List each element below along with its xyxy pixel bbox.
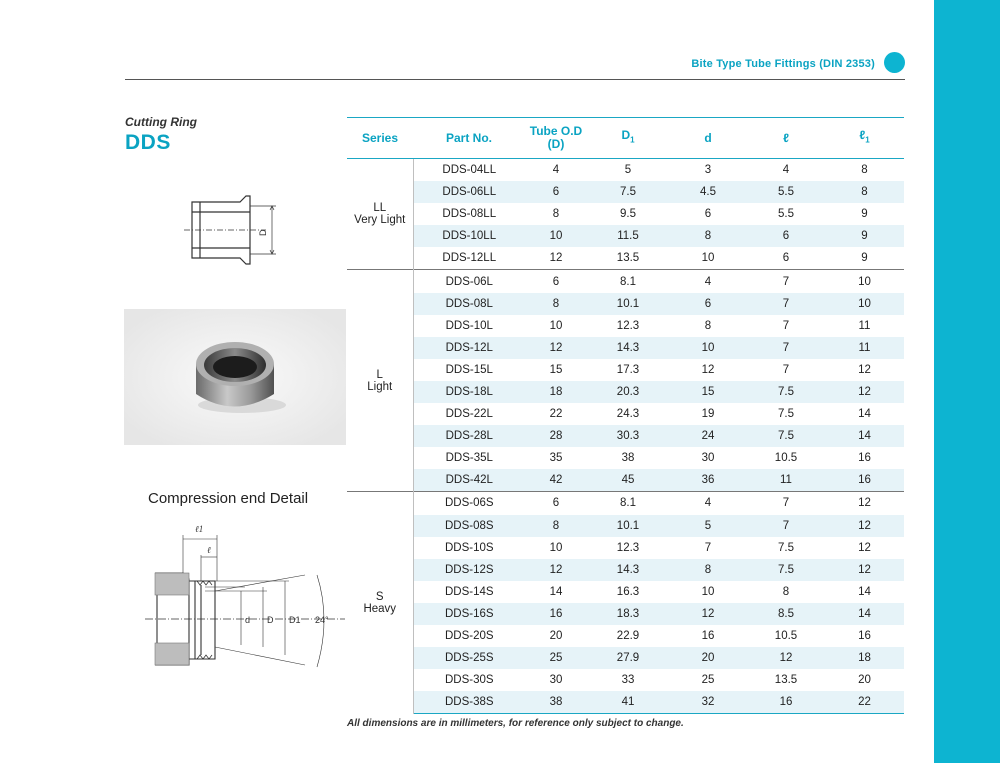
cell-d: 20 <box>669 647 747 669</box>
cell-part-no: DDS-12L <box>413 337 525 359</box>
cell-D1: 11.5 <box>587 225 669 247</box>
series-code: S <box>375 591 384 604</box>
cell-l1: 14 <box>825 603 904 625</box>
cell-l: 5.5 <box>778 208 794 221</box>
cell-d: 6 <box>669 293 747 315</box>
cell-d: 8 <box>704 319 712 332</box>
cell-l1: 18 <box>825 647 904 669</box>
cell-tube-od: 42 <box>525 469 587 492</box>
cell-D1: 8.1 <box>587 492 669 515</box>
col-l1 <box>825 118 904 159</box>
cell-l: 6 <box>782 252 790 265</box>
cell-l1: 14 <box>858 585 871 598</box>
cell-tube-od: 30 <box>549 674 563 687</box>
cell-l1: 16 <box>858 630 871 643</box>
cell-l1: 9 <box>825 225 904 247</box>
cell-part-no: DDS-18L <box>413 381 525 403</box>
cell-l1: 8 <box>861 164 868 177</box>
cell-l: 5.5 <box>747 181 825 203</box>
cell-l1: 14 <box>858 408 871 421</box>
table-row <box>347 225 904 247</box>
table-row <box>347 381 904 403</box>
cell-d: 12 <box>669 603 747 625</box>
cell-part-no: DDS-38S <box>413 691 525 714</box>
cell-part-no: DDS-08L <box>413 293 525 315</box>
cell-tube-od: 12 <box>525 337 587 359</box>
col-tube-od-sub: (D) <box>547 137 565 151</box>
cell-D1: 7.5 <box>587 181 669 203</box>
cell-tube-od: 28 <box>525 425 587 447</box>
cell-l1: 14 <box>825 425 904 447</box>
cell-part-no: DDS-10LL <box>413 225 525 247</box>
compression-end-detail-drawing <box>145 515 345 680</box>
cell-tube-od: 14 <box>549 585 563 598</box>
cell-tube-od: 10 <box>549 541 563 554</box>
cell-tube-od: 35 <box>549 452 563 465</box>
cutting-ring-drawing <box>180 190 290 270</box>
series-code: L <box>376 368 383 381</box>
cell-l: 7.5 <box>778 408 794 421</box>
col-D1 <box>587 118 669 159</box>
cell-tube-od: 4 <box>552 164 560 177</box>
compression-detail-title: Compression end Detail <box>148 490 309 507</box>
cell-l1: 12 <box>858 541 871 554</box>
cell-part-no: DDS-12LL <box>442 252 497 265</box>
cell-l: 11 <box>747 469 825 492</box>
cell-l1: 12 <box>858 363 871 376</box>
dimensions-table <box>347 117 904 714</box>
table-row <box>347 537 904 559</box>
table-row <box>347 603 904 625</box>
cutting-ring-photo <box>124 309 346 445</box>
side-color-band <box>934 0 1000 763</box>
table-row <box>347 270 904 293</box>
cell-d: 5 <box>669 515 747 537</box>
cell-part-no: DDS-35L <box>445 452 493 465</box>
cell-l: 16 <box>747 691 825 714</box>
series-name: Light <box>367 380 393 393</box>
cell-l1: 12 <box>825 381 904 403</box>
cell-tube-od: 10 <box>549 319 563 332</box>
cell-l: 12 <box>747 647 825 669</box>
cell-d: 4 <box>669 492 747 515</box>
cell-part-no: DDS-10L <box>445 319 493 332</box>
cell-d: 8 <box>669 225 747 247</box>
series-cell <box>347 270 413 492</box>
footnote: All dimensions are in millimeters, for reference only subject to change. <box>347 718 684 729</box>
table-row <box>347 203 904 225</box>
table-row <box>347 403 904 425</box>
cell-part-no: DDS-22L <box>445 408 493 421</box>
cell-l1: 9 <box>861 208 868 221</box>
cell-tube-od: 6 <box>525 492 587 515</box>
table-row <box>347 293 904 315</box>
series-name: Very Light <box>354 214 406 227</box>
col-d: d <box>669 118 747 159</box>
cell-d: 10 <box>701 585 715 598</box>
cell-l: 7 <box>747 515 825 537</box>
col-series: Series <box>347 118 413 159</box>
cell-d: 36 <box>669 469 747 492</box>
header-title: Bite Type Tube Fittings (DIN 2353) <box>691 58 875 70</box>
cell-d: 10 <box>669 337 747 359</box>
table-row <box>347 359 904 381</box>
table-row <box>347 469 904 492</box>
cell-D1: 45 <box>587 469 669 492</box>
table-row <box>347 669 904 691</box>
col-D1-sub: 1 <box>630 135 635 145</box>
cell-D1: 12.3 <box>616 319 640 332</box>
cell-tube-od: 8 <box>525 293 587 315</box>
cell-l1: 10 <box>825 270 904 293</box>
col-l: ℓ <box>747 118 825 159</box>
cell-d: 32 <box>669 691 747 714</box>
cell-d: 8 <box>669 559 747 581</box>
col-l1-sub: 1 <box>865 135 870 145</box>
table-body <box>347 159 904 714</box>
cell-l1: 12 <box>825 492 904 515</box>
cell-d: 6 <box>704 208 712 221</box>
cell-D1: 12.3 <box>616 541 640 554</box>
cell-D1: 24.3 <box>616 408 640 421</box>
table-row <box>347 492 904 515</box>
cell-part-no: DDS-04LL <box>442 164 497 177</box>
cell-l: 7 <box>782 363 790 376</box>
cell-l: 7 <box>747 492 825 515</box>
cell-tube-od: 6 <box>525 181 587 203</box>
table-row <box>347 159 904 182</box>
detail-label-D1: D1 <box>289 615 301 625</box>
cell-l1: 8 <box>825 181 904 203</box>
cell-D1: 22.9 <box>616 630 640 643</box>
product-subtitle: Cutting Ring <box>125 115 197 129</box>
cell-l: 7.5 <box>747 381 825 403</box>
detail-label-D: D <box>267 615 274 625</box>
cell-part-no: DDS-10S <box>444 541 494 554</box>
cell-part-no: DDS-30S <box>444 674 494 687</box>
series-name: Heavy <box>363 603 397 616</box>
cell-tube-od: 16 <box>525 603 587 625</box>
table-row <box>347 247 904 270</box>
cell-d: 25 <box>701 674 715 687</box>
cell-part-no: DDS-14S <box>444 585 494 598</box>
cell-d: 3 <box>704 164 712 177</box>
table-row <box>347 315 904 337</box>
cell-D1: 41 <box>587 691 669 714</box>
cell-l: 7 <box>747 270 825 293</box>
cell-D1: 16.3 <box>616 585 640 598</box>
table-row <box>347 515 904 537</box>
cell-l1: 20 <box>858 674 871 687</box>
cell-part-no: DDS-08S <box>413 515 525 537</box>
cell-D1: 10.1 <box>587 515 669 537</box>
header-rule <box>125 79 905 80</box>
cell-d: 16 <box>701 630 715 643</box>
cell-l: 7.5 <box>778 541 794 554</box>
cell-l1: 16 <box>858 452 871 465</box>
product-title: DDS <box>125 131 171 154</box>
cell-l: 4 <box>782 164 790 177</box>
cell-part-no: DDS-12S <box>413 559 525 581</box>
cell-l: 13.5 <box>774 674 798 687</box>
cell-l: 7 <box>747 337 825 359</box>
detail-label-angle: 24° <box>315 615 329 625</box>
cell-part-no: DDS-20S <box>444 630 494 643</box>
series-cell <box>347 492 413 714</box>
header-dot <box>884 52 905 73</box>
table-row <box>347 337 904 359</box>
cell-l1: 11 <box>858 319 871 332</box>
cell-l1: 12 <box>825 515 904 537</box>
table-row <box>347 447 904 469</box>
cell-D1: 33 <box>621 674 635 687</box>
cell-l: 10.5 <box>774 452 798 465</box>
cell-tube-od: 18 <box>525 381 587 403</box>
series-code: LL <box>373 202 387 215</box>
cell-tube-od: 12 <box>549 252 563 265</box>
table-header-row <box>347 118 904 159</box>
table-row <box>347 581 904 603</box>
cell-d: 15 <box>669 381 747 403</box>
cell-D1: 9.5 <box>620 208 636 221</box>
cell-D1: 20.3 <box>587 381 669 403</box>
cell-l: 8 <box>782 585 790 598</box>
cell-D1: 8.1 <box>587 270 669 293</box>
cell-l1: 16 <box>825 469 904 492</box>
cell-part-no: DDS-15L <box>445 363 493 376</box>
table-row <box>347 181 904 203</box>
cell-l: 7 <box>782 319 790 332</box>
cell-part-no: DDS-06L <box>413 270 525 293</box>
col-tube-od-label: Tube O.D <box>529 124 583 138</box>
cell-l: 8.5 <box>747 603 825 625</box>
series-cell <box>347 159 413 270</box>
cell-d: 30 <box>701 452 715 465</box>
cell-l1: 11 <box>825 337 904 359</box>
cell-tube-od: 15 <box>549 363 563 376</box>
cell-l: 7.5 <box>747 559 825 581</box>
table-row <box>347 691 904 714</box>
cell-D1: 30.3 <box>587 425 669 447</box>
cell-d: 12 <box>701 363 715 376</box>
top-drawing-dim-label: D <box>258 229 268 236</box>
detail-label-l1: ℓ1 <box>195 524 204 534</box>
cell-D1: 14.3 <box>587 337 669 359</box>
cell-l: 7 <box>747 293 825 315</box>
col-D1-label: D <box>621 128 631 143</box>
table-row <box>347 625 904 647</box>
cell-part-no: DDS-28L <box>413 425 525 447</box>
cell-D1: 17.3 <box>616 363 640 376</box>
cell-l1: 22 <box>825 691 904 714</box>
table-row <box>347 647 904 669</box>
cell-tube-od: 6 <box>525 270 587 293</box>
cell-tube-od: 12 <box>525 559 587 581</box>
detail-label-l: ℓ <box>207 545 211 555</box>
cell-l1: 9 <box>861 252 868 265</box>
cell-tube-od: 8 <box>525 515 587 537</box>
cell-D1: 14.3 <box>587 559 669 581</box>
cell-d: 4.5 <box>669 181 747 203</box>
col-part-no: Part No. <box>413 118 525 159</box>
cell-l: 10.5 <box>774 630 798 643</box>
cell-D1: 10.1 <box>587 293 669 315</box>
cell-d: 7 <box>704 541 712 554</box>
cell-D1: 5 <box>624 164 632 177</box>
detail-label-d: d <box>245 615 251 625</box>
cell-tube-od: 38 <box>525 691 587 714</box>
cell-part-no: DDS-06S <box>413 492 525 515</box>
cell-d: 10 <box>701 252 715 265</box>
cell-l1: 10 <box>825 293 904 315</box>
table-row <box>347 559 904 581</box>
cell-tube-od: 25 <box>525 647 587 669</box>
cell-d: 4 <box>669 270 747 293</box>
cell-tube-od: 10 <box>525 225 587 247</box>
cell-part-no: DDS-06LL <box>413 181 525 203</box>
col-l1-label: ℓ <box>859 128 866 143</box>
cell-part-no: DDS-42L <box>413 469 525 492</box>
table-row <box>347 425 904 447</box>
cell-part-no: DDS-25S <box>413 647 525 669</box>
cell-l: 7.5 <box>747 425 825 447</box>
cell-d: 19 <box>701 408 715 421</box>
cell-l1: 12 <box>825 559 904 581</box>
cell-D1: 38 <box>621 452 635 465</box>
cell-part-no: DDS-16S <box>413 603 525 625</box>
col-tube-od <box>525 118 587 159</box>
cell-D1: 13.5 <box>616 252 640 265</box>
cell-D1: 18.3 <box>587 603 669 625</box>
cell-tube-od: 8 <box>552 208 560 221</box>
cell-tube-od: 22 <box>549 408 563 421</box>
cell-l: 6 <box>747 225 825 247</box>
cell-D1: 27.9 <box>587 647 669 669</box>
cell-d: 24 <box>669 425 747 447</box>
cell-part-no: DDS-08LL <box>442 208 497 221</box>
cell-tube-od: 20 <box>549 630 563 643</box>
